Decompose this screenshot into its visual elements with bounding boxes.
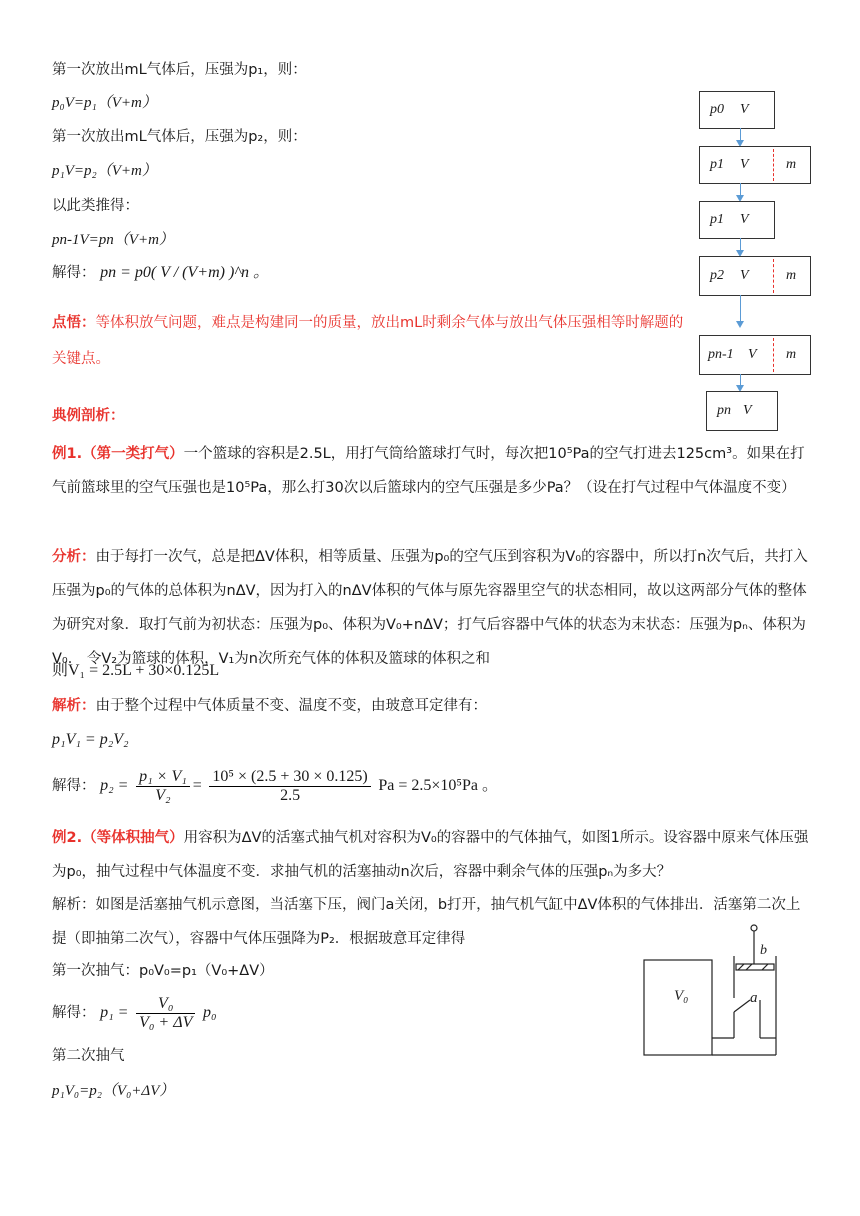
solve-p2-tail: Pa = 2.5×10⁵Pa 。 <box>378 777 498 794</box>
flow-box-6-p: pn <box>717 403 731 418</box>
flow-box-2-m: m <box>786 157 797 172</box>
solve-p2-lhs: p₂ = <box>100 777 129 794</box>
example-2-paragraph <box>52 821 812 889</box>
flow-box-6 <box>706 391 778 431</box>
section-heading: 典例剖析： <box>52 408 125 424</box>
solve-p2-line: 解得： p₂ = $\frac{\text{p₁ × V₁}}{\text{V₂}}$ = $\frac{\text{10⁵ × (2.5 + 30 × 0.125)}}{2.5}$ Pa = 2.5×10⁵Pa 。 <box>52 767 498 804</box>
v1-equation: 则V₁ = 2.5L + 30×0.125L <box>52 662 220 679</box>
solution-label: 解析： <box>52 698 96 714</box>
flow-box-2 <box>699 146 811 184</box>
flow-box-4-m: m <box>786 268 797 283</box>
tip-label: 点悟： <box>52 315 96 331</box>
line-second-release: 第一次放出mL气体后，压强为p₂，则： <box>52 129 307 145</box>
flow-box-3 <box>699 201 775 239</box>
flow-box-6-v: V <box>743 403 752 418</box>
solve-pn-formula: pn = p0( V / (V+m) )^n 。 <box>100 264 270 281</box>
solve-p1-prefix: 解得： <box>52 1005 96 1021</box>
analysis-label: 分析： <box>52 549 96 565</box>
flow-box-1-v: V <box>740 102 749 117</box>
flow-box-5-divider <box>773 338 774 372</box>
solve-p2-frac2 <box>209 768 370 805</box>
flow-box-2-divider <box>773 149 774 181</box>
flow-box-5-v: V <box>748 347 757 362</box>
flow-box-4-divider <box>773 259 774 293</box>
solve-p1-line <box>52 991 217 1035</box>
flow-box-1-p: p0 <box>710 102 724 117</box>
first-draw-line: 第一次抽气：p₀V₀=p₁（V₀+ΔV） <box>52 963 274 979</box>
flow-box-5-p: pn-1 <box>708 347 734 362</box>
flow-box-3-p: p1 <box>710 212 724 227</box>
solve-p2-frac1 <box>136 768 190 805</box>
line-by-analogy: 以此类推得： <box>52 198 139 214</box>
solve-p2-prefix: 解得： <box>52 778 96 794</box>
fig-label-v0: V₀ <box>674 988 689 1004</box>
solve-p1-frac <box>136 995 195 1032</box>
analysis-paragraph <box>52 540 812 676</box>
example-1-label: 例1.（第一类打气） <box>52 446 184 462</box>
eq-p1v: p₁V=p₂（V+m） <box>52 163 157 179</box>
pump-figure <box>640 920 790 1060</box>
container-outline <box>644 960 712 1055</box>
tip-text: 等体积放气问题，难点是构建同一的质量，放出mL时剩余气体与放出气体压强相等时解题的关键点。 <box>52 315 684 367</box>
solve-p1-tail: p₀ <box>202 1004 217 1021</box>
example-2-solution: 解析：如图是活塞抽气机示意图，当活塞下压，阀门a关闭，b打开，抽气机气缸中ΔV体积的气体排出．活塞第二次上提（即抽第二次气），容器中气体压强降为P₂．根据玻意耳定律得 <box>52 897 801 947</box>
flow-box-5 <box>699 335 811 375</box>
eq-p0v: p₀V=p₁（V+m） <box>52 95 157 111</box>
fig-label-a: a <box>750 990 758 1006</box>
solution-line <box>52 696 487 716</box>
flow-box-2-p: p1 <box>710 157 724 172</box>
solve-p2-frac1-num: p₁ × V₁ <box>136 768 190 787</box>
eq-pn1v: pn-1V=pn（V+m） <box>52 232 174 248</box>
boyle-equation: p₁V₁ = p₂V₂ <box>52 731 129 748</box>
solve-p2-frac2-den: 2.5 <box>280 786 301 804</box>
solve-p1-den: V₀ + ΔV <box>139 1013 193 1031</box>
line-first-release: 第一次放出mL气体后，压强为p₁，则： <box>52 62 307 78</box>
solve-p1-lhs: p₁ = <box>100 1004 129 1021</box>
flow-arrow-4 <box>740 295 741 326</box>
flow-arrow-1 <box>740 128 741 145</box>
flow-box-3-v: V <box>740 212 749 227</box>
solve-p2-frac2-num: 10⁵ × (2.5 + 30 × 0.125) <box>209 768 370 787</box>
second-draw-line: 第二次抽气 <box>52 1048 125 1064</box>
flow-box-4-p: p2 <box>710 268 724 283</box>
flow-arrow-2 <box>740 183 741 200</box>
flow-arrow-3 <box>740 238 741 255</box>
flow-box-4-v: V <box>740 268 749 283</box>
flow-box-4 <box>699 256 811 296</box>
solve-p1-num: V₀ <box>136 995 195 1014</box>
flow-box-1 <box>699 91 775 129</box>
example-2-label: 例2.（等体积抽气） <box>52 830 184 846</box>
solve-pn-prefix: 解得： <box>52 265 96 281</box>
solve-pn-line <box>52 263 269 283</box>
flow-box-2-v: V <box>740 157 749 172</box>
example-1-paragraph <box>52 437 812 505</box>
analysis-text: 由于每打一次气，总是把ΔV体积，相等质量、压强为p₀的空气压到容积为V₀的容器中，所以打n次气后，共打入压强为p₀的气体的总体积为nΔV，因为打入的nΔV体积的气体与原先容器里空气的状态相同，故以这两部分气体的整体为研究对象．取打气前为初状态：压强为p₀、体积为V₀+nΔV；打气后容器中气体的状态为末状态：压强为pₙ、体积为V₀． 令V₂为篮球的体积，V₁为n次所充气体的体积及篮球的体积之和 <box>52 549 808 667</box>
second-draw-equation: p₁V₀=p₂（V₀+ΔV） <box>52 1083 175 1099</box>
solve-p2-frac1-den: V₂ <box>155 786 171 804</box>
flow-box-5-m: m <box>786 347 797 362</box>
fig-label-b: b <box>760 943 767 958</box>
example-2-text: 用容积为ΔV的活塞式抽气机对容积为V₀的容器中的气体抽气，如图1所示。设容器中原来气体压强为p₀，抽气过程中气体温度不变．求抽气机的活塞抽动n次后，容器中剩余气体的压强pₙ为多大？ <box>52 830 809 880</box>
tip-paragraph <box>52 305 692 377</box>
solution-text: 由于整个过程中气体质量不变、温度不变，由玻意耳定律有： <box>95 698 487 714</box>
example-1-text: 一个篮球的容积是2.5L，用打气筒给篮球打气时，每次把10⁵Pa的空气打进去125cm³。如果在打气前篮球里的空气压强也是10⁵Pa，那么打30次以后篮球内的空气压强是多少Pa？（设在打气过程中气体温度不变） <box>52 446 805 496</box>
flow-arrow-5 <box>740 374 741 390</box>
